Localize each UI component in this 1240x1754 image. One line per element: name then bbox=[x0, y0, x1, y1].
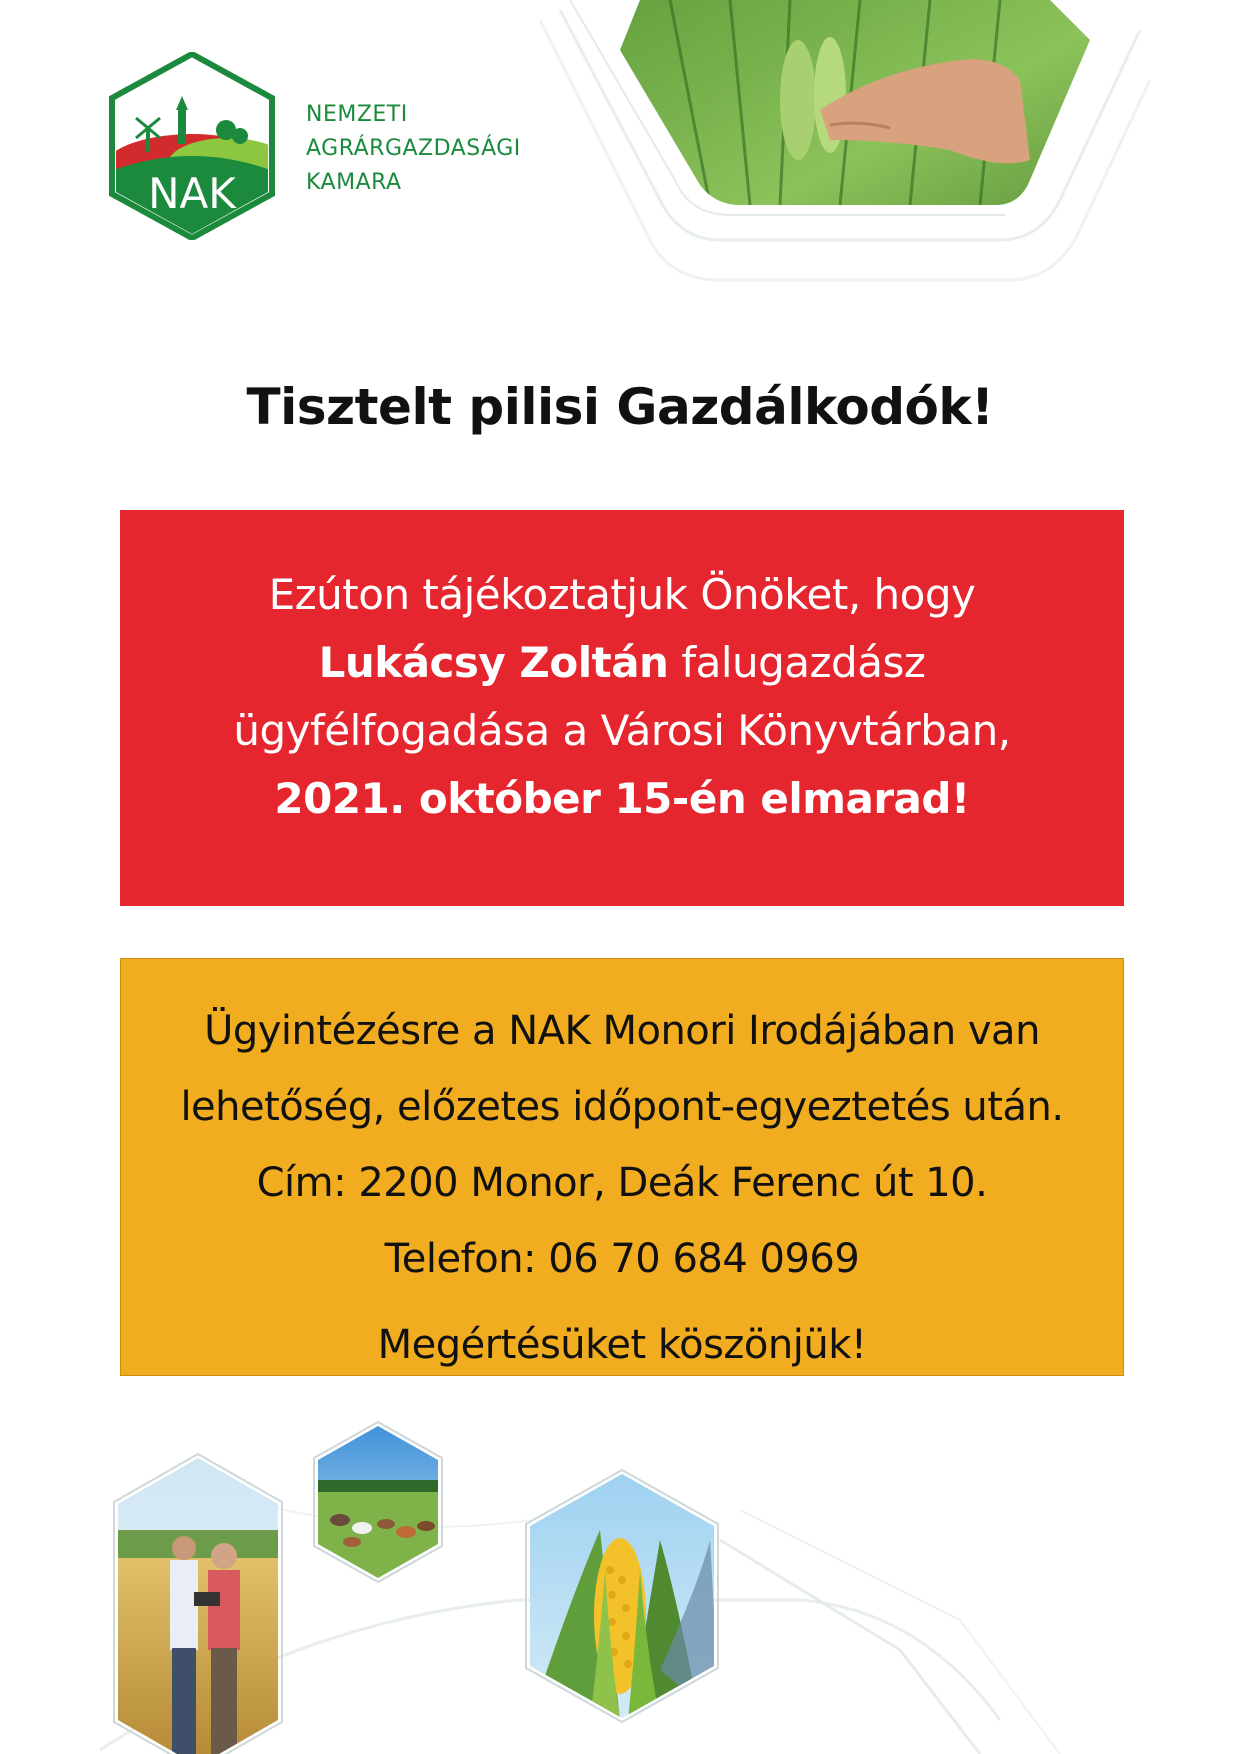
notice-box bbox=[120, 510, 1124, 906]
notice-line2-rest: falugazdász bbox=[668, 638, 926, 687]
notice-line4 bbox=[120, 765, 1124, 833]
logo-text: NAK bbox=[148, 169, 236, 218]
bottom-decoration bbox=[100, 1420, 1200, 1754]
info-thanks: Megértésüket köszönjük! bbox=[377, 1322, 867, 1368]
greeting-heading: Tisztelt pilisi Gazdálkodók! bbox=[246, 378, 994, 436]
org-name-line2: AGRÁRGAZDASÁGI bbox=[306, 136, 521, 161]
org-name-line1: NEMZETI bbox=[306, 102, 408, 127]
info-line1: Ügyintézésre a NAK Monori Irodájában van bbox=[204, 1008, 1040, 1054]
info-phone: Telefon: 06 70 684 0969 bbox=[384, 1236, 860, 1282]
notice-line1: Ezúton tájékoztatjuk Önöket, hogy bbox=[268, 570, 976, 619]
cows-photo bbox=[300, 1420, 460, 1592]
organization-name bbox=[306, 98, 566, 200]
wheat-photo bbox=[530, 0, 1150, 330]
info-box bbox=[120, 958, 1124, 1376]
notice-line2 bbox=[120, 629, 1124, 697]
nak-logo-icon bbox=[108, 52, 276, 240]
info-line2: lehetőség, előzetes időpont-egyeztetés után. bbox=[180, 1084, 1064, 1130]
org-name-line3: KAMARA bbox=[306, 170, 402, 195]
info-address: Cím: 2200 Monor, Deák Ferenc út 10. bbox=[256, 1160, 988, 1206]
notice-date: 2021. október 15-én elmarad! bbox=[274, 774, 970, 823]
notice-person-name: Lukácsy Zoltán bbox=[318, 638, 669, 687]
corn-photo bbox=[520, 1460, 720, 1730]
notice-line3: ügyfélfogadása a Városi Könyvtárban, bbox=[233, 706, 1011, 755]
